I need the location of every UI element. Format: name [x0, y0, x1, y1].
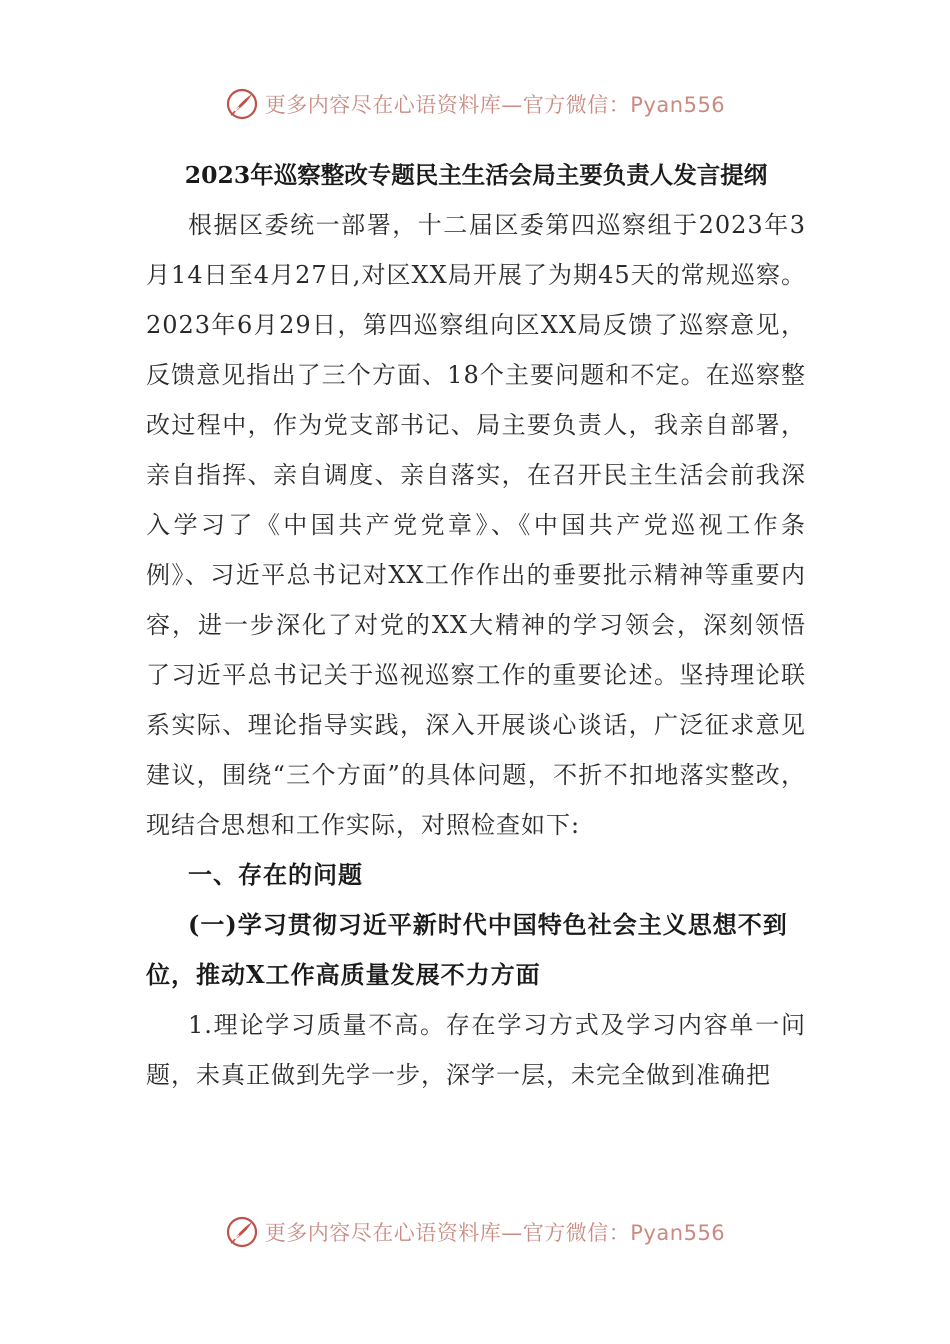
watermark-text: 更多内容尽在心语资料库—官方微信：Pyan556: [264, 1221, 726, 1245]
section-heading: 一、存在的问题: [188, 860, 363, 889]
item-paragraph: 1.理论学习质量不高。存在学习方式及学习内容单一问题，未真正做到先学一步，深学一层，未完全做到准确把: [146, 1011, 806, 1089]
watermark-header: [0, 84, 950, 124]
watermark-footer: [0, 1212, 950, 1252]
document-title: 2023年巡察整改专题民主生活会局主要负责人发言提纲: [184, 161, 768, 189]
subsection-heading: (一)学习贯彻习近平新时代中国特色社会主义思想不到位，推动X工作高质量发展不力方面: [146, 910, 788, 989]
watermark-text: 更多内容尽在心语资料库—官方微信：Pyan556: [264, 93, 726, 117]
quill-pen-logo-icon: [225, 87, 259, 121]
quill-pen-logo-icon: [225, 1215, 259, 1249]
intro-paragraph: 根据区委统一部署，十二届区委第四巡察组于2023年3月14日至4月27日,对区XX局开展了为期45天的常规巡察。2023年6月29日，第四巡察组向区XX局反馈了巡察意见，反馈意见指出了三个方面、18个主要问题和不定。在巡察整改过程中，作为党支部书记、局主要负责人，我亲自部署，亲自指挥、亲自调度、亲自落实，在召开民主生活会前我深入学习了《中国共产党党章》、《中国共产党巡视工作条例》、习近平总书记对XX工作作出的垂要批示精神等重要内容，进一步深化了对党的XX大精神的学习领会，深刻领悟了习近平总书记关于巡视巡察工作的重要论述。坚持理论联系实际、理论指导实践，深入开展谈心谈话，广泛征求意见建议，围绕“三个方面”的具体问题，不折不扣地落实整改，现结合思想和工作实际，对照检查如下:: [146, 211, 806, 839]
document-body: [146, 150, 806, 1100]
